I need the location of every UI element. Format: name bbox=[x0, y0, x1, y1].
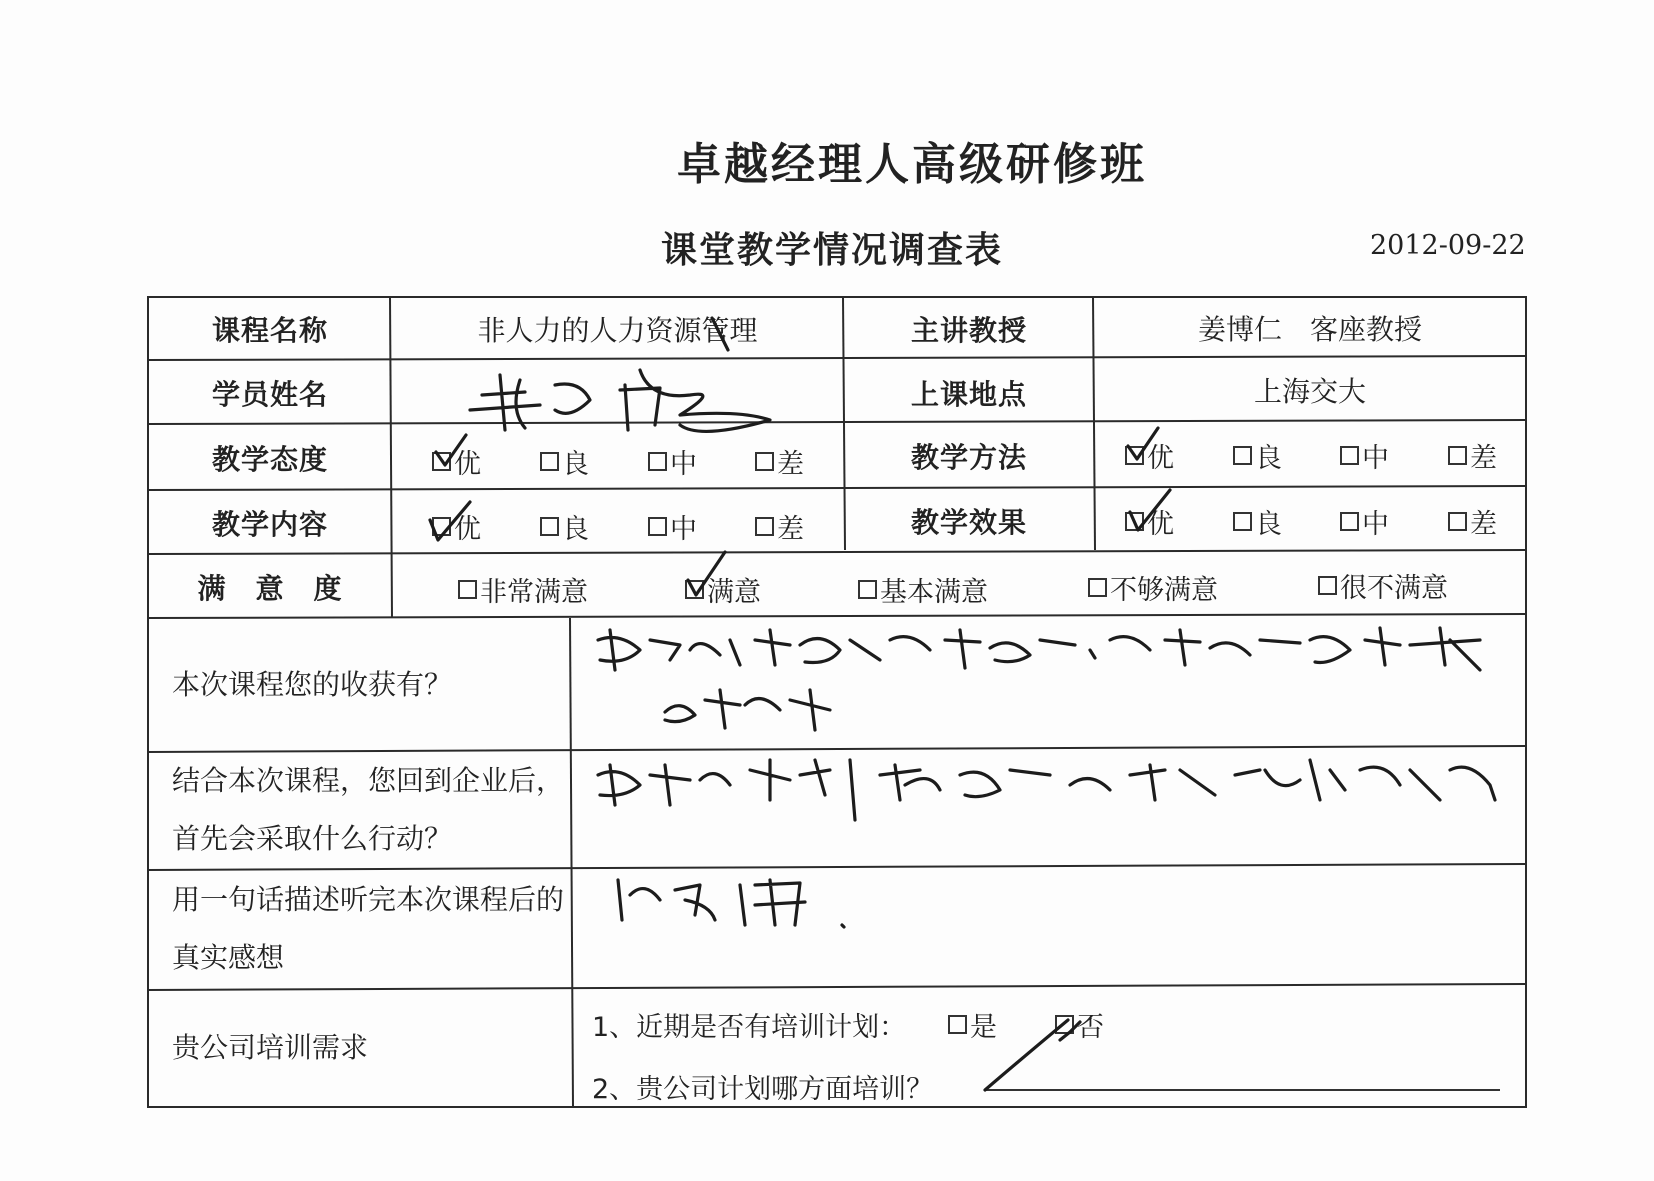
course-name-value: 非人力的人力资源管理 bbox=[477, 314, 758, 347]
option-label: 优 bbox=[1147, 443, 1174, 474]
option-label: 良 bbox=[562, 514, 589, 545]
training-plan-text: 1、近期是否有培训计划： bbox=[592, 1012, 907, 1043]
student-name-label: 学员姓名 bbox=[211, 378, 328, 411]
content-label: 教学内容 bbox=[211, 508, 328, 541]
location-value: 上海交大 bbox=[1253, 375, 1366, 408]
option-label: 差 bbox=[1470, 509, 1497, 540]
option-label: 是 bbox=[970, 1012, 997, 1043]
q1-label: 本次课程您的收获有？ bbox=[172, 668, 453, 701]
option-label: 优 bbox=[454, 514, 481, 545]
option-label: 优 bbox=[454, 449, 481, 480]
option-label: 良 bbox=[1255, 443, 1282, 474]
option-label: 否 bbox=[1077, 1012, 1104, 1043]
q4-label: 贵公司培训需求 bbox=[172, 1031, 369, 1064]
option-label: 中 bbox=[1362, 509, 1389, 540]
q3-label: 用一句话描述听完本次课程后的真实感想 bbox=[172, 883, 565, 974]
q2-label: 结合本次课程，您回到企业后，首先会采取什么行动？ bbox=[172, 764, 565, 855]
option-label: 良 bbox=[562, 449, 589, 480]
effect-label: 教学效果 bbox=[910, 506, 1027, 539]
option-label: 差 bbox=[777, 514, 804, 545]
lecturer-value: 姜博仁 客座教授 bbox=[1197, 313, 1422, 346]
method-label: 教学方法 bbox=[910, 441, 1027, 474]
option-label: 很不满意 bbox=[1340, 573, 1448, 604]
option-label: 良 bbox=[1255, 509, 1282, 540]
option-label: 中 bbox=[670, 514, 697, 545]
option-label: 中 bbox=[1362, 443, 1389, 474]
option-label: 基本满意 bbox=[880, 577, 988, 608]
form-date: 2012-09-22 bbox=[1370, 230, 1526, 261]
location-label: 上课地点 bbox=[910, 378, 1027, 411]
course-name-label: 课程名称 bbox=[211, 314, 328, 347]
form-subtitle: 课堂教学情况调查表 bbox=[660, 230, 1003, 271]
option-label: 满意 bbox=[707, 577, 761, 608]
option-label: 中 bbox=[670, 449, 697, 480]
option-label: 差 bbox=[1470, 443, 1497, 474]
training-area-text: 2、贵公司计划哪方面培训？ bbox=[592, 1074, 934, 1105]
lecturer-label: 主讲教授 bbox=[910, 314, 1027, 347]
attitude-label: 教学态度 bbox=[211, 443, 328, 476]
satisfaction-label: 满 意 度 bbox=[197, 572, 343, 605]
option-label: 非常满意 bbox=[480, 577, 588, 608]
option-label: 不够满意 bbox=[1110, 575, 1218, 606]
option-label: 差 bbox=[777, 449, 804, 480]
option-label: 优 bbox=[1147, 509, 1174, 540]
form-title: 卓越经理人高级研修班 bbox=[677, 139, 1147, 190]
